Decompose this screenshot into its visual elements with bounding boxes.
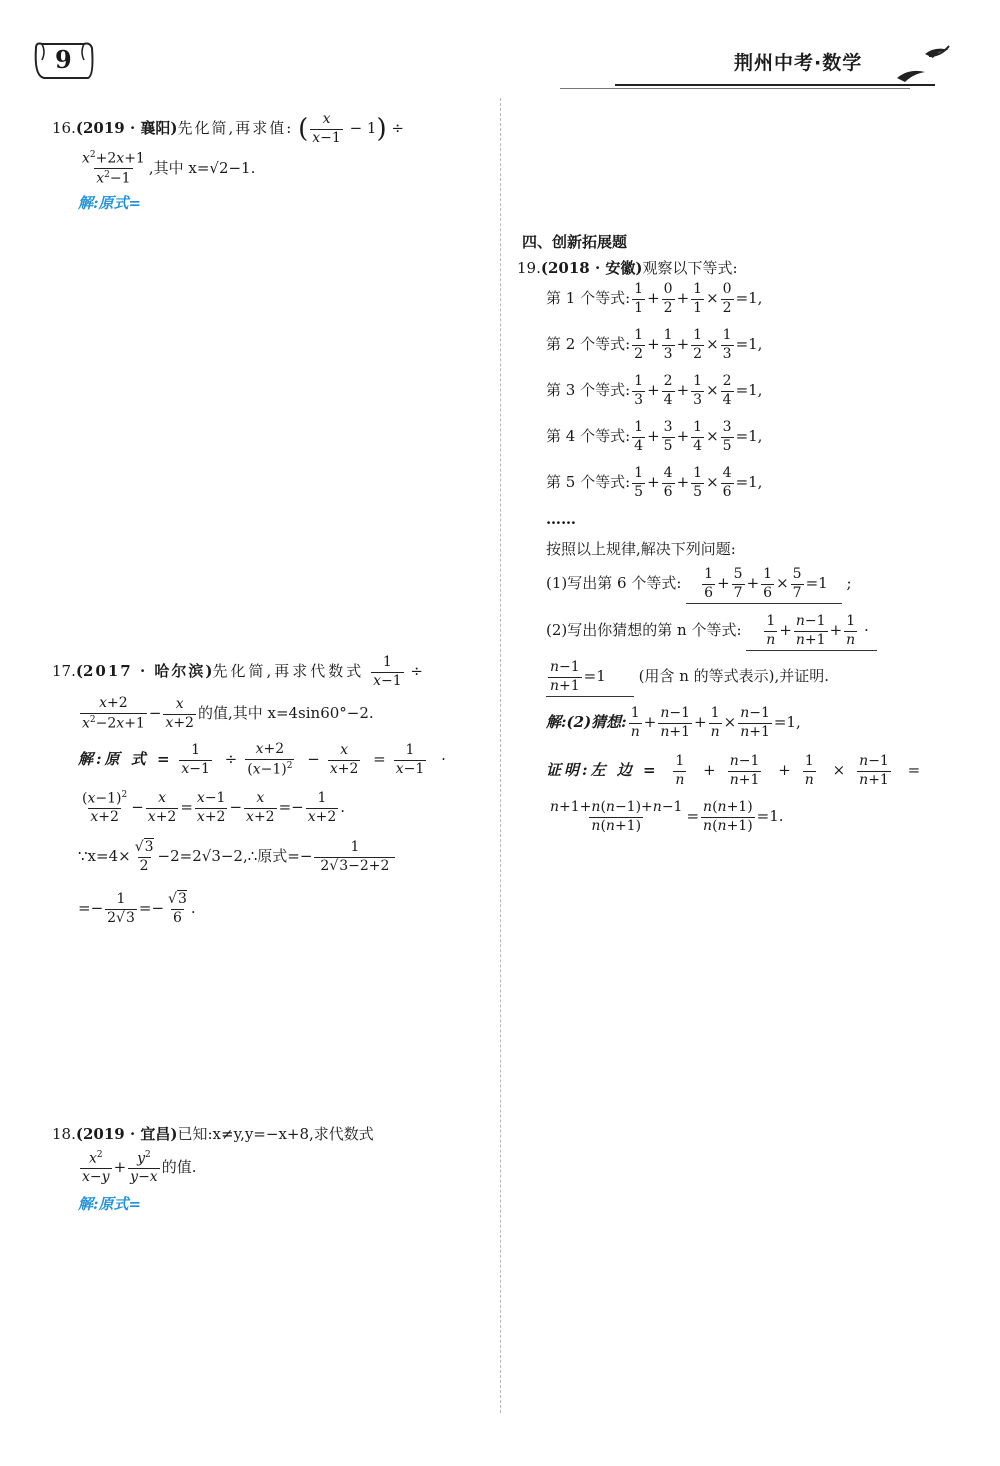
section-4-title: 四、创新拓展题 bbox=[522, 233, 628, 251]
equation-1: 第 1 个等式: $\frac{1}{1}$ + $\frac{0}{2}$ + $\frac{1}{1}$ × $\frac{0}{2}$ =1, bbox=[546, 281, 763, 316]
q18-answer-prompt: 解:原式= bbox=[78, 1195, 142, 1213]
q19-solution-guess: 解:(2)猜想: $\frac{1}{n}$ + $\frac{n-1}{n+1}$ + $\frac{1}{n}$ × $\frac{n-1}{n+1}$ =1, bbox=[546, 705, 801, 740]
question-19: 19.(2018 · 安徽)观察以下等式: bbox=[517, 259, 738, 277]
equation-2: 第 2 个等式: $\frac{1}{2}$ + $\frac{1}{3}$ + $\frac{1}{2}$ × $\frac{1}{3}$ =1, bbox=[546, 327, 763, 362]
q16-text: 先化简,再求值: bbox=[177, 119, 294, 138]
equation-4: 第 4 个等式: $\frac{1}{4}$ + $\frac{3}{5}$ + $\frac{1}{4}$ × $\frac{3}{5}$ =1, bbox=[546, 419, 763, 454]
question-18: 18.(2019 · 宜昌)已知:x≠y,y=−x+8,求代数式 bbox=[52, 1125, 374, 1143]
q17-solution-line2: $\frac{(x-1)^2}{x+2}$ − $\frac{x}{x+2}$ = $\frac{x-1}{x+2}$ − $\frac{x}{x+2}$ =− $\frac{1}{x+2}$ . bbox=[82, 789, 346, 826]
header-rule-thin bbox=[560, 88, 910, 89]
q16-number: 16. bbox=[52, 119, 76, 138]
q19-solution-result: $\frac{n+1+n(n-1)+n-1}{n(n+1)}$ = $\frac{n(n+1)}{n(n+1)}$ =1. bbox=[550, 799, 784, 834]
question-16: 16.(2019 · 襄阳)先化简,再求值: ( $\frac{x}{x-1}$ − 1) ÷ bbox=[52, 111, 404, 146]
q16-expression: $\frac{x^2+2x+1}{x^2-1}$ ,其中 x=√2−1. bbox=[82, 150, 256, 187]
q17-source: 2017 · 哈尔滨 bbox=[82, 662, 206, 681]
column-divider bbox=[500, 98, 501, 1413]
q17-solution-line1: 解:原 式 = $\frac{1}{x-1}$ ÷ $\frac{x+2}{(x-1)^2}$ − $\frac{x}{x+2}$ = $\frac{1}{x-1}$ · bbox=[78, 741, 446, 778]
page-number: 9 bbox=[55, 45, 72, 74]
q17-solution-line4: =− $\frac{1}{2√3}$ =− $\frac{√3}{6}$ . bbox=[78, 891, 196, 926]
q16-source: 2019 · 襄阳 bbox=[82, 119, 171, 138]
q18-expression: $\frac{x^2}{x-y}$ + $\frac{y^2}{y-x}$ 的值. bbox=[82, 1150, 197, 1186]
q19-part2: (2)写出你猜想的第 n 个等式: $\frac{1}{n}$ + $\frac{n-1}{n+1}$ + $\frac{1}{n}$ · bbox=[546, 614, 877, 651]
q19-number: 19. bbox=[517, 259, 541, 277]
q19-ellipsis: …… bbox=[546, 510, 576, 528]
equation-3: 第 3 个等式: $\frac{1}{3}$ + $\frac{2}{4}$ + $\frac{1}{3}$ × $\frac{2}{4}$ =1, bbox=[546, 373, 763, 408]
q19-solution-proof: 证明:左 边 = $\frac{1}{n}$ + $\frac{n-1}{n+1}$ + $\frac{1}{n}$ × $\frac{n-1}{n+1}$ = bbox=[546, 753, 921, 788]
q19-source: 2018 · 安徽 bbox=[547, 259, 636, 277]
equation-5: 第 5 个等式: $\frac{1}{5}$ + $\frac{4}{6}$ + $\frac{1}{5}$ × $\frac{4}{6}$ =1, bbox=[546, 465, 763, 500]
header-rule bbox=[615, 84, 935, 86]
q16-condition: ,其中 x=√2−1. bbox=[148, 158, 256, 177]
bird-icon bbox=[895, 42, 953, 88]
q19-part2-line2: $\frac{n-1}{n+1}$ =1 (用含 n 的等式表示),并证明. bbox=[546, 660, 829, 697]
q19-instruction: 按照以上规律,解决下列问题: bbox=[546, 540, 736, 558]
page-number-badge bbox=[30, 38, 96, 82]
header-title: 荆州中考·数学 bbox=[734, 52, 863, 74]
q17-solution-line3: ∵x=4× $\frac{√3}{2}$ −2=2√3−2,∴原式=− $\frac{1}{2√3-2+2}$ bbox=[78, 840, 397, 874]
q16-answer-prompt: 解:原式= bbox=[78, 194, 142, 212]
q19-part1: (1)写出第 6 个等式: $\frac{1}{6}$ + $\frac{5}{7}$ + $\frac{1}{6}$ × $\frac{5}{7}$ =1 ; bbox=[546, 567, 852, 604]
q17-expression: $\frac{x+2}{x^2-2x+1}$ − $\frac{x}{x+2}$ 的值,其中 x=4sin60°−2. bbox=[82, 695, 374, 732]
q19-text: 观察以下等式: bbox=[642, 259, 738, 277]
q18-source: 2019 · 宜昌 bbox=[82, 1125, 171, 1143]
question-17: 17.(2017 · 哈尔滨)先化简,再求代数式 $\frac{1}{x-1}$ ÷ bbox=[52, 654, 423, 689]
